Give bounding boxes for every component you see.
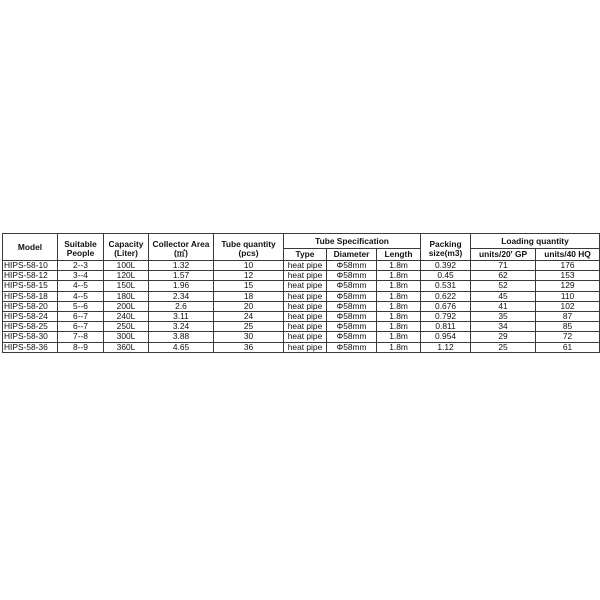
cell-diameter: Φ58mm	[327, 342, 377, 352]
col-header-loading-40hq: units/40 HQ	[536, 249, 600, 261]
cell-model: HIPS-58-25	[3, 322, 58, 332]
cell-length: 1.8m	[377, 291, 421, 301]
cell-length: 1.8m	[377, 332, 421, 342]
cell-area: 2.6	[149, 301, 214, 311]
cell-model: HIPS-58-18	[3, 291, 58, 301]
col-header-capacity-top: Capacity	[104, 234, 149, 249]
cell-area: 3.88	[149, 332, 214, 342]
cell-packing: 0.954	[421, 332, 471, 342]
cell-gp20: 29	[471, 332, 536, 342]
col-header-tube-diameter: Diameter	[327, 249, 377, 261]
col-header-packing-top: Packing	[421, 234, 471, 249]
cell-tubes: 15	[214, 281, 284, 291]
table-row	[3, 291, 600, 301]
table-row	[3, 342, 600, 352]
cell-type: heat pipe	[284, 311, 327, 321]
cell-hq40: 153	[536, 271, 600, 281]
cell-hq40: 110	[536, 291, 600, 301]
col-header-tube-qty-bottom: (pcs)	[214, 249, 284, 261]
cell-length: 1.8m	[377, 281, 421, 291]
cell-diameter: Φ58mm	[327, 301, 377, 311]
cell-people: 8--9	[58, 342, 104, 352]
cell-gp20: 34	[471, 322, 536, 332]
col-header-tube-type: Type	[284, 249, 327, 261]
cell-hq40: 176	[536, 261, 600, 271]
cell-model: HIPS-58-10	[3, 261, 58, 271]
cell-type: heat pipe	[284, 322, 327, 332]
cell-capacity: 250L	[104, 322, 149, 332]
cell-gp20: 25	[471, 342, 536, 352]
cell-tubes: 25	[214, 322, 284, 332]
cell-capacity: 200L	[104, 301, 149, 311]
header-row-bottom	[3, 249, 600, 261]
cell-packing: 0.792	[421, 311, 471, 321]
cell-type: heat pipe	[284, 332, 327, 342]
cell-packing: 0.45	[421, 271, 471, 281]
cell-area: 3.11	[149, 311, 214, 321]
cell-tubes: 30	[214, 332, 284, 342]
cell-hq40: 72	[536, 332, 600, 342]
cell-model: HIPS-58-24	[3, 311, 58, 321]
table-row	[3, 322, 600, 332]
cell-capacity: 300L	[104, 332, 149, 342]
cell-type: heat pipe	[284, 281, 327, 291]
cell-people: 6--7	[58, 311, 104, 321]
col-header-tube-qty-top: Tube quantity	[214, 234, 284, 249]
table-header	[3, 234, 600, 261]
cell-type: heat pipe	[284, 342, 327, 352]
cell-length: 1.8m	[377, 271, 421, 281]
table-row	[3, 271, 600, 281]
cell-gp20: 71	[471, 261, 536, 271]
table-row	[3, 301, 600, 311]
col-header-collector-bottom: (㎡)	[149, 249, 214, 261]
cell-people: 3--4	[58, 271, 104, 281]
table-row	[3, 281, 600, 291]
cell-packing: 0.392	[421, 261, 471, 271]
header-row-top	[3, 234, 600, 249]
cell-diameter: Φ58mm	[327, 261, 377, 271]
cell-type: heat pipe	[284, 301, 327, 311]
cell-people: 4--5	[58, 281, 104, 291]
cell-gp20: 35	[471, 311, 536, 321]
cell-people: 6--7	[58, 322, 104, 332]
cell-diameter: Φ58mm	[327, 332, 377, 342]
cell-model: HIPS-58-20	[3, 301, 58, 311]
cell-packing: 0.622	[421, 291, 471, 301]
cell-diameter: Φ58mm	[327, 281, 377, 291]
cell-tubes: 10	[214, 261, 284, 271]
cell-area: 1.96	[149, 281, 214, 291]
cell-packing: 0.676	[421, 301, 471, 311]
cell-length: 1.8m	[377, 311, 421, 321]
cell-tubes: 12	[214, 271, 284, 281]
col-header-loading-20gp: units/20' GP	[471, 249, 536, 261]
cell-area: 2.34	[149, 291, 214, 301]
cell-packing: 0.811	[421, 322, 471, 332]
table-row	[3, 332, 600, 342]
cell-model: HIPS-58-36	[3, 342, 58, 352]
cell-area: 4.65	[149, 342, 214, 352]
col-header-tube-length: Length	[377, 249, 421, 261]
cell-gp20: 62	[471, 271, 536, 281]
cell-capacity: 360L	[104, 342, 149, 352]
cell-tubes: 20	[214, 301, 284, 311]
table-row	[3, 261, 600, 271]
col-header-suitable-bottom: People	[58, 249, 104, 261]
cell-type: heat pipe	[284, 291, 327, 301]
cell-diameter: Φ58mm	[327, 311, 377, 321]
cell-model: HIPS-58-30	[3, 332, 58, 342]
col-header-capacity-bottom: (Liter)	[104, 249, 149, 261]
cell-people: 5--6	[58, 301, 104, 311]
cell-hq40: 61	[536, 342, 600, 352]
table-row	[3, 311, 600, 321]
cell-hq40: 85	[536, 322, 600, 332]
cell-gp20: 41	[471, 301, 536, 311]
col-header-collector-top: Collector Area	[149, 234, 214, 249]
cell-model: HIPS-58-15	[3, 281, 58, 291]
cell-capacity: 240L	[104, 311, 149, 321]
cell-people: 4--5	[58, 291, 104, 301]
cell-type: heat pipe	[284, 271, 327, 281]
col-header-packing-bottom: size(m3)	[421, 249, 471, 261]
cell-hq40: 102	[536, 301, 600, 311]
cell-capacity: 150L	[104, 281, 149, 291]
col-header-suitable-top: Suitable	[58, 234, 104, 249]
cell-tubes: 18	[214, 291, 284, 301]
col-header-model: Model	[3, 234, 58, 261]
table-body	[3, 261, 600, 353]
col-header-loading: Loading quantity	[471, 234, 600, 249]
cell-people: 2--3	[58, 261, 104, 271]
cell-length: 1.8m	[377, 301, 421, 311]
cell-area: 1.32	[149, 261, 214, 271]
cell-length: 1.8m	[377, 342, 421, 352]
cell-hq40: 87	[536, 311, 600, 321]
cell-type: heat pipe	[284, 261, 327, 271]
cell-area: 1.57	[149, 271, 214, 281]
cell-capacity: 180L	[104, 291, 149, 301]
cell-model: HIPS-58-12	[3, 271, 58, 281]
cell-diameter: Φ58mm	[327, 291, 377, 301]
cell-gp20: 45	[471, 291, 536, 301]
cell-people: 7--8	[58, 332, 104, 342]
cell-packing: 1.12	[421, 342, 471, 352]
spec-table-container	[2, 233, 599, 353]
spec-table	[2, 233, 600, 353]
cell-area: 3.24	[149, 322, 214, 332]
col-header-tube-spec: Tube Specification	[284, 234, 421, 249]
cell-length: 1.8m	[377, 261, 421, 271]
cell-capacity: 120L	[104, 271, 149, 281]
cell-diameter: Φ58mm	[327, 271, 377, 281]
cell-gp20: 52	[471, 281, 536, 291]
cell-hq40: 129	[536, 281, 600, 291]
cell-tubes: 36	[214, 342, 284, 352]
cell-capacity: 100L	[104, 261, 149, 271]
cell-length: 1.8m	[377, 322, 421, 332]
cell-diameter: Φ58mm	[327, 322, 377, 332]
cell-tubes: 24	[214, 311, 284, 321]
cell-packing: 0.531	[421, 281, 471, 291]
